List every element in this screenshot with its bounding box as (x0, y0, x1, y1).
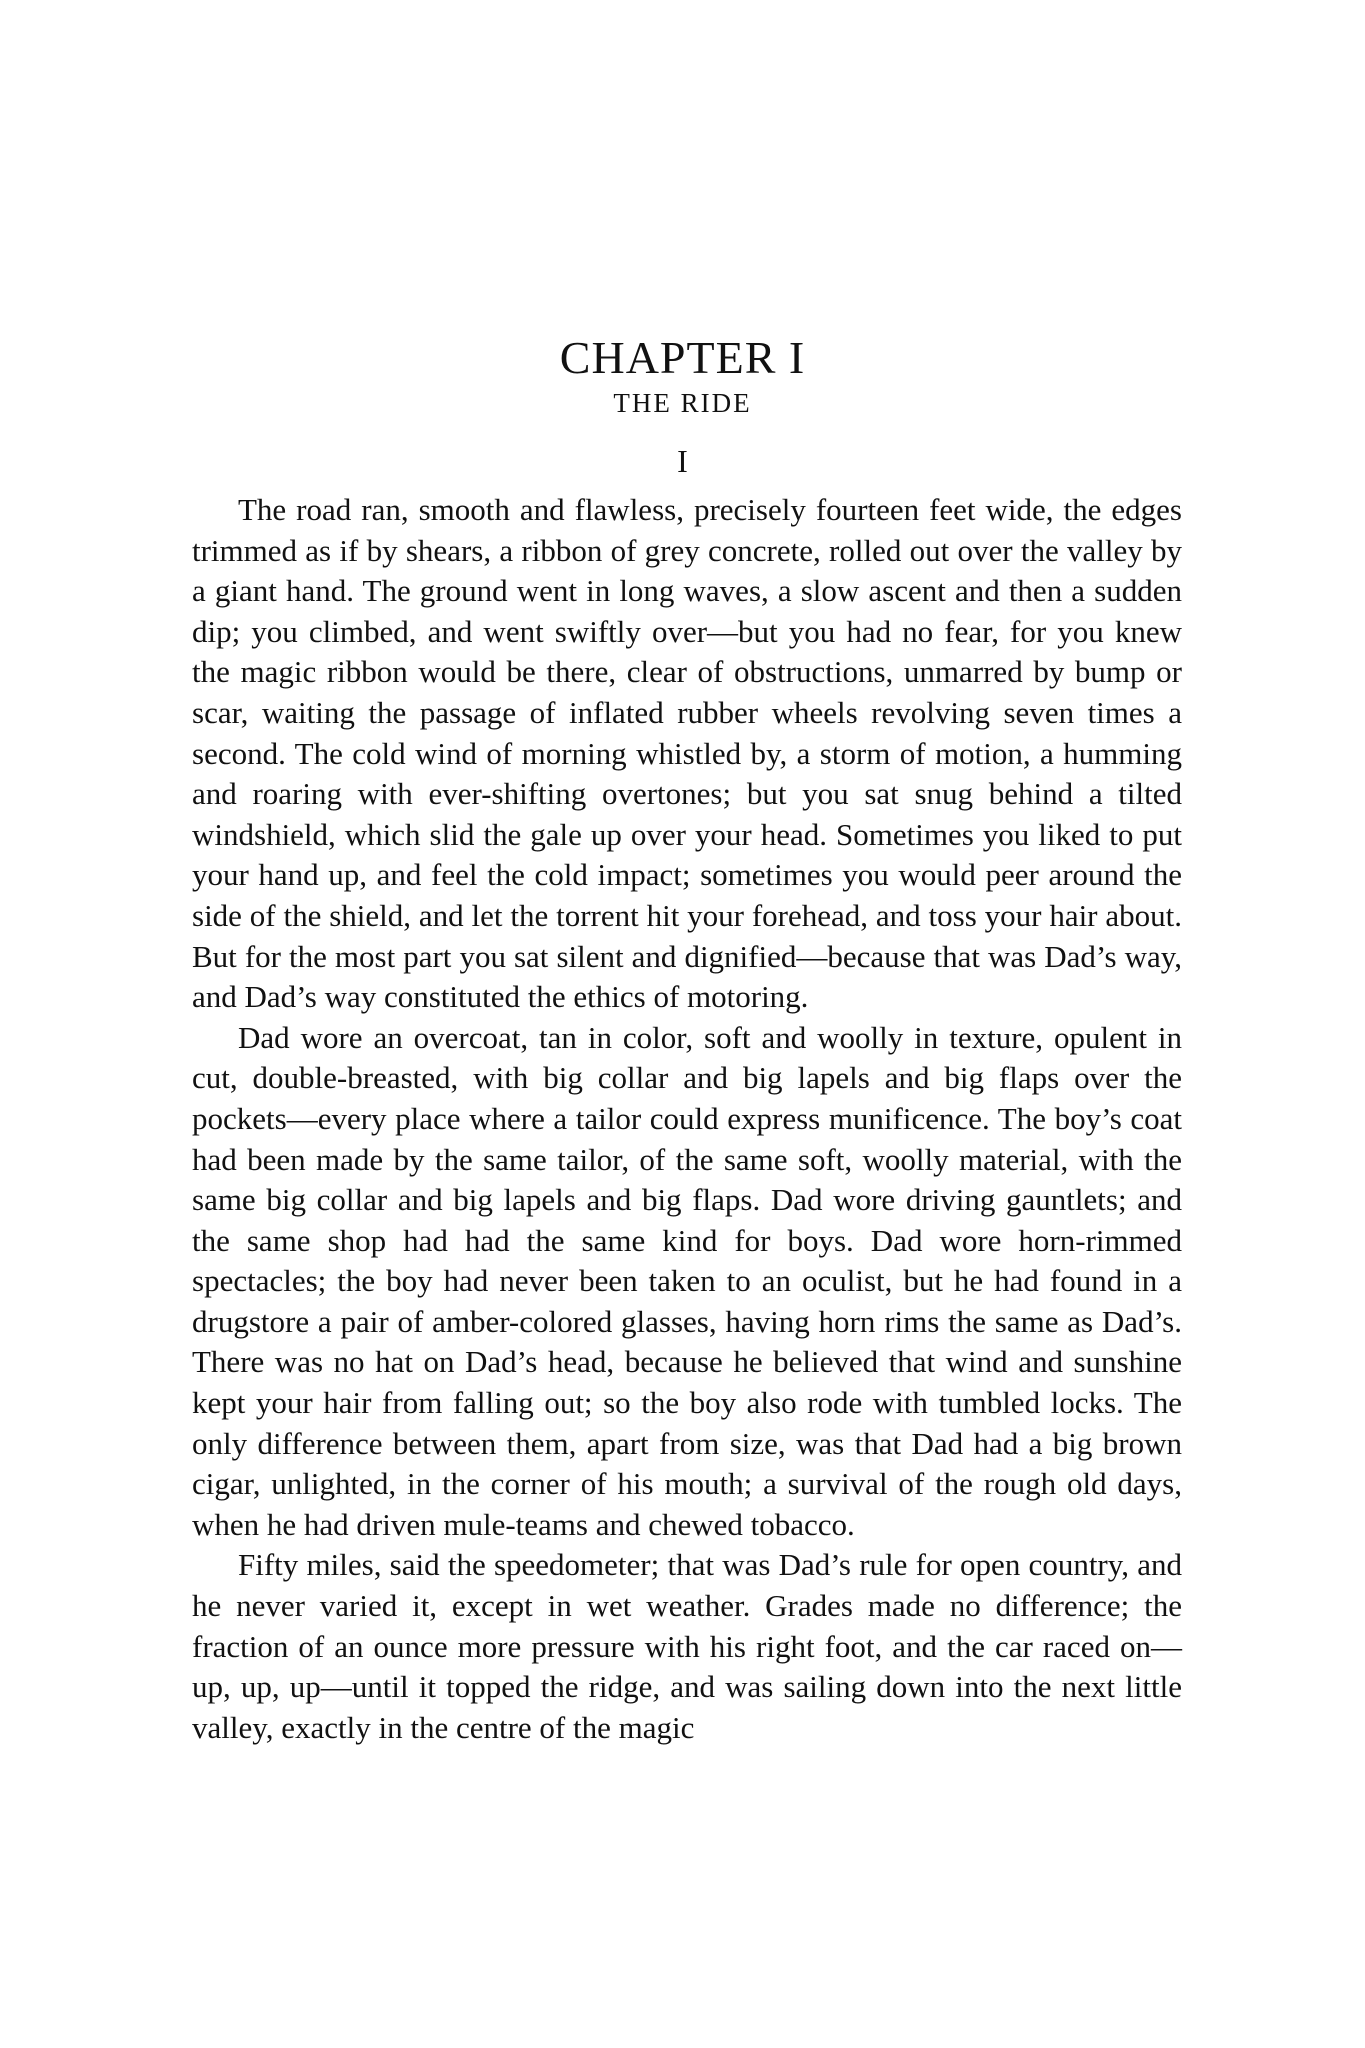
section-number: I (677, 443, 688, 479)
body-text (192, 490, 1182, 1748)
chapter-subtitle: THE RIDE (613, 388, 752, 418)
paragraph-1: The road ran, smooth and flawless, precisely fourteen feet wide, the edges trimmed as if by shears, a ribbon of grey concrete, rolled out over the valley by a giant hand. The ground went in long waves, a slow ascent and then a sudden dip; you climbed, and went swiftly over—but you had no fear, for you knew the magic ribbon would be there, clear of obstructions, unmarred by bump or scar, waiting the passage of inflated rubber wheels revolving seven times a second. The cold wind of morning whistled by, a storm of motion, a humming and roaring with ever-shifting overtones; but you sat snug behind a tilted windshield, which slid the gale up over your head. Sometimes you liked to put your hand up, and feel the cold impact; sometimes you would peer around the side of the shield, and let the torrent hit your forehead, and toss your hair about. But for the most part you sat silent and dignified—because that was Dad’s way, and Dad’s way constituted the ethics of motoring. (192, 492, 1182, 1015)
paragraph-3: Fifty miles, said the speedometer; that was Dad’s rule for open country, and he never varied it, except in wet weather. Grades made no difference; the fraction of an ounce more pressure with his right foot, and the car raced on—up, up, up—until it topped the ridge, and was sailing down into the next little valley, exactly in the centre of the magic (192, 1547, 1182, 1745)
paragraph-2: Dad wore an overcoat, tan in color, soft and woolly in texture, opulent in cut, double-breasted, with big collar and big lapels and big flaps over the pockets—every place where a tailor could express munificence. The boy’s coat had been made by the same tailor, of the same soft, woolly material, with the same big collar and big lapels and big flaps. Dad wore driving gauntlets; and the same shop had had the same kind for boys. Dad wore horn-rimmed spectacles; the boy had never been taken to an oculist, but he had found in a drugstore a pair of amber-colored glasses, having horn rims the same as Dad’s. There was no hat on Dad’s head, because he believed that wind and sunshine kept your hair from falling out; so the boy also rode with tumbled locks. The only difference between them, apart from size, was that Dad had a big brown cigar, unlighted, in the corner of his mouth; a survival of the rough old days, when he had driven mule-teams and chewed tobacco. (192, 1019, 1182, 1542)
chapter-title: CHAPTER I (559, 331, 806, 383)
